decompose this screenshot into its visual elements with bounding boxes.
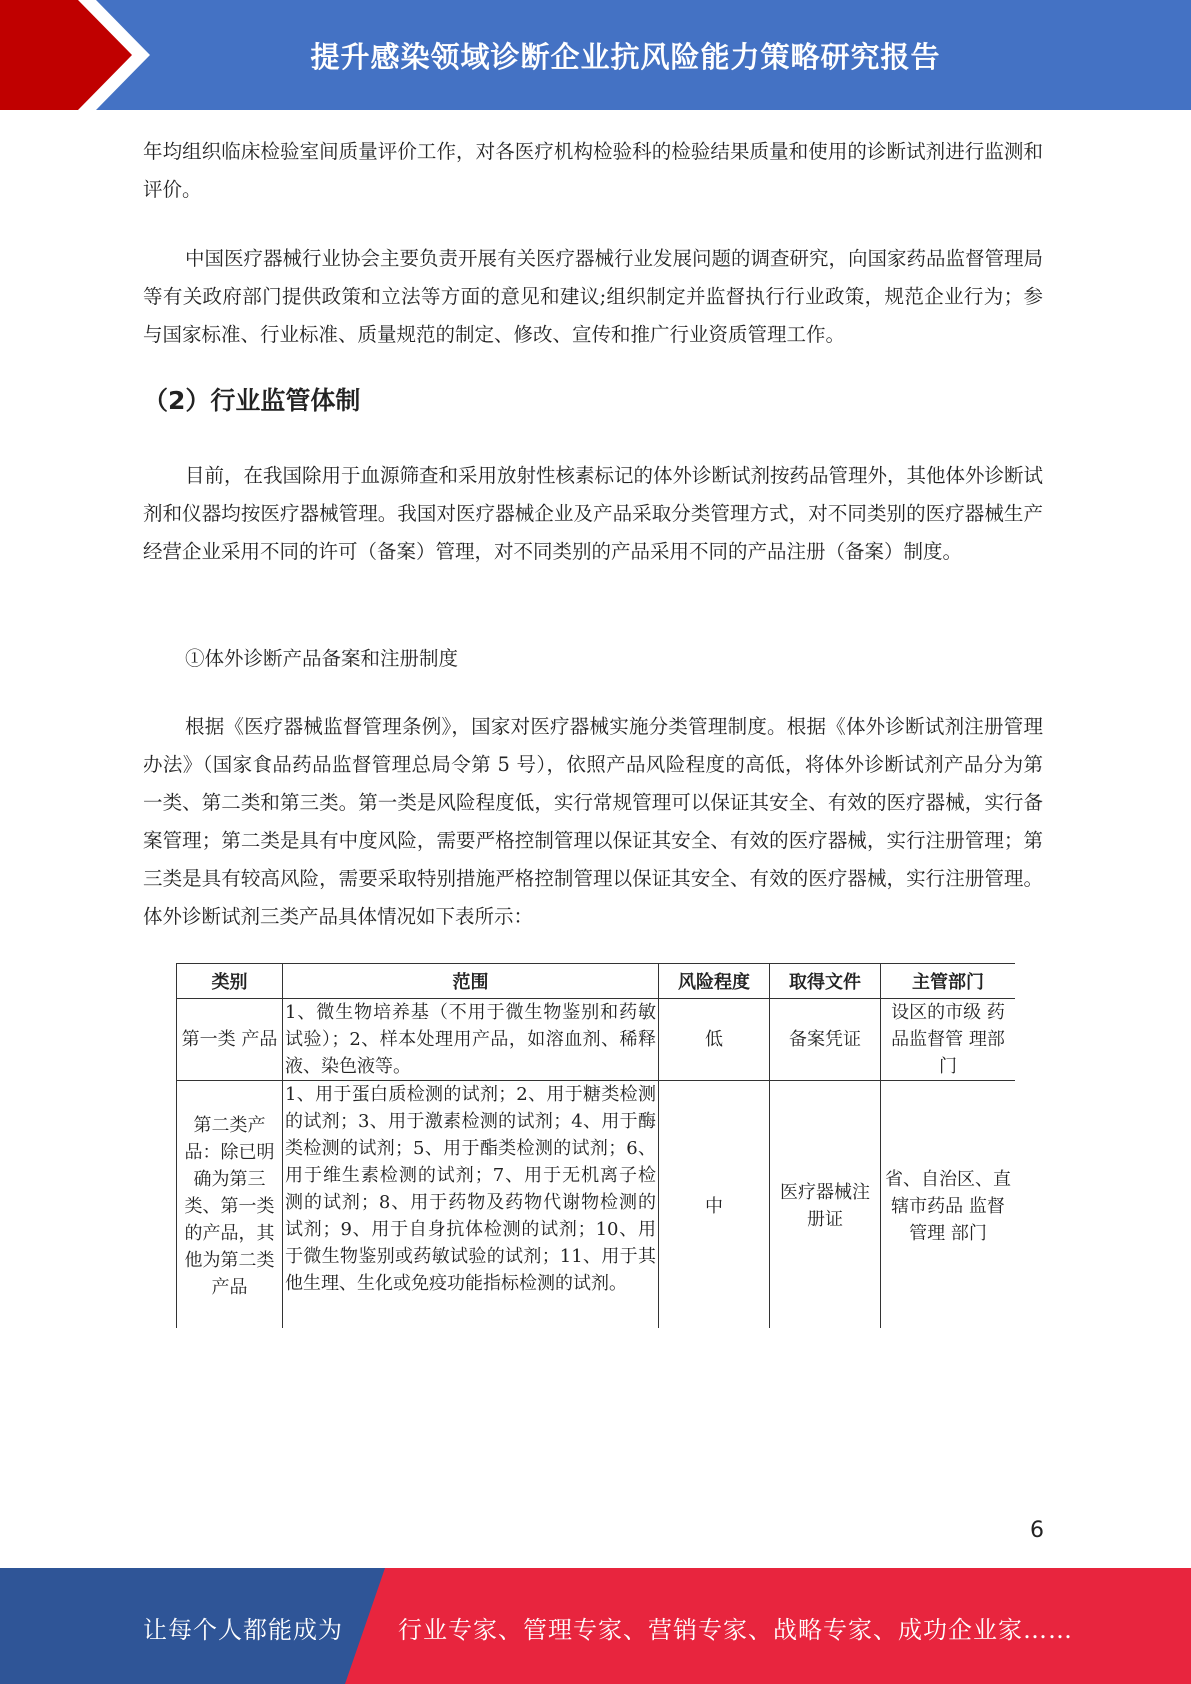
table-header-row (177, 964, 1016, 999)
paragraph-regulation-overview: 目前，在我国除用于血源筛查和采用放射性核素标记的体外诊断试剂按药品管理外，其他体外诊断试剂和仪器均按医疗器械管理。我国对医疗器械企业及产品采取分类管理方式，对不同类别的医疗器械生产经营企业采用不同的许可（备案）管理，对不同类别的产品采用不同的产品注册（备案）制度。 (143, 464, 1044, 563)
cell-document: 备案凭证 (770, 999, 881, 1081)
cell-authority: 设区的市级 药品监督管 理部门 (881, 999, 1016, 1081)
cell-category: 第一类 产品 (177, 999, 283, 1081)
paragraph-classification: 根据《医疗器械监督管理条例》，国家对医疗器械实施分类管理制度。根据《体外诊断试剂注册管理办法》（国家食品药品监督管理总局令第 5 号），依照产品风险程度的高低，将体外诊断试剂产品分为第一类、第二类和第三类。第一类是风险程度低，实行常规管理可以保证其安全、有效的医疗器械，实行备案管理；第二类是具有中度风险，需要严格控制管理以保证其安全、有效的医疗器械，实行注册管理；第三类是具有较高风险，需要采取特别措施严格控制管理以保证其安全、有效的医疗器械，实行注册管理。体外诊断试剂三类产品具体情况如下表所示： (143, 715, 1043, 928)
footer-slogan-left: 让每个人都能成为 (143, 1616, 343, 1644)
table-row (177, 999, 1016, 1081)
header-authority: 主管部门 (881, 964, 1016, 999)
subheading-registration-system: ①体外诊断产品备案和注册制度 (185, 647, 459, 670)
paragraph-industry-association: 中国医疗器械行业协会主要负责开展有关医疗器械行业发展问题的调查研究，向国家药品监督管理局等有关政府部门提供政策和立法等方面的意见和建议;组织制定并监督执行行业政策，规范企业行为；参与国家标准、行业标准、质量规范的制定、修改、宣传和推广行业资质管理工作。 (143, 247, 1044, 346)
cell-category: 第二类产品：除已明确为第三类、第一类的产品，其他为第二类产品 (177, 1081, 283, 1329)
cell-scope: 1、微生物培养基（不用于微生物鉴别和药敏试验）；2、样本处理用产品，如溶血剂、稀释液、染色液等。 (283, 999, 659, 1081)
header-document: 取得文件 (770, 964, 881, 999)
paragraph-quality-evaluation: 年均组织临床检验室间质量评价工作，对各医疗机构检验科的检验结果质量和使用的诊断试剂进行监测和评价。 (143, 140, 1043, 201)
chevron-decoration-icon (0, 0, 160, 110)
product-class-table (176, 963, 1015, 1328)
header-category: 类别 (177, 964, 283, 999)
cell-authority: 省、自治区、直辖市药品 监督管理 部门 (881, 1081, 1016, 1329)
section-heading-regulatory-system: （2）行业监管体制 (143, 386, 361, 415)
header-risk: 风险程度 (659, 964, 770, 999)
table-row (177, 1081, 1016, 1329)
cell-risk: 低 (659, 999, 770, 1081)
cell-scope: 1、用于蛋白质检测的试剂；2、用于糖类检测的试剂；3、用于激素检测的试剂；4、用于酶类检测的试剂；5、用于酯类检测的试剂；6、用于维生素检测的试剂；7、用于无机离子检测的试剂；8、用于药物及药物代谢物检测的试剂；9、用于自身抗体检测的试剂；10、用于微生物鉴别或药敏试验的试剂；11、用于其他生理、生化或免疫功能指标检测的试剂。 (283, 1081, 659, 1329)
header-banner (0, 0, 1191, 110)
cell-document: 医疗器械注册证 (770, 1081, 881, 1329)
footer-slogan-right: 行业专家、管理专家、营销专家、战略专家、成功企业家…… (398, 1616, 1073, 1644)
report-title: 提升感染领域诊断企业抗风险能力策略研究报告 (310, 39, 941, 74)
page-number: 6 (1030, 1518, 1044, 1543)
cell-risk: 中 (659, 1081, 770, 1329)
header-scope: 范围 (283, 964, 659, 999)
